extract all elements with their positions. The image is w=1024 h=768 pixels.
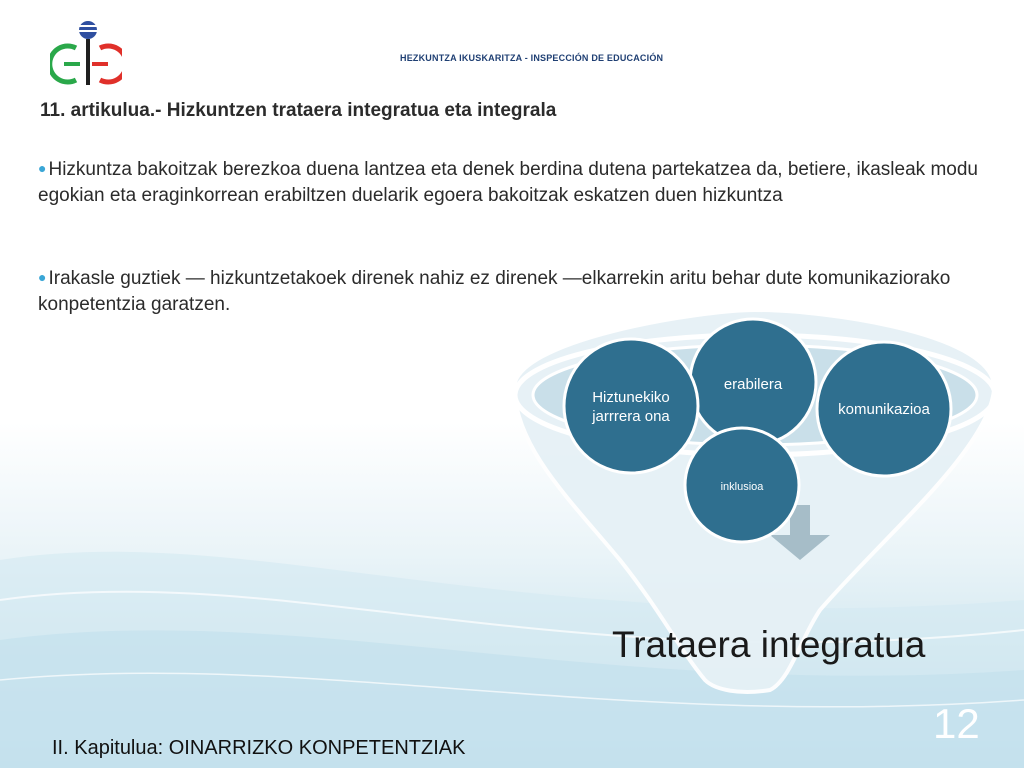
slide-heading: 11. artikulua.- Hizkuntzen trataera integratua eta integrala	[40, 100, 557, 121]
footer-chapter-title: II. Kapitulua: OINARRIZKO KONPETENTZIAK	[52, 737, 466, 759]
ikuskaritza-logo-icon	[50, 18, 122, 90]
circle-label-erabilera: erabilera	[723, 376, 783, 393]
circle-label-komunikazioa: komunikazioa	[838, 401, 930, 418]
circle-hiztunekiko	[564, 339, 698, 473]
bullet-paragraph-1	[38, 155, 988, 209]
diagram-label: Trataera integratua	[612, 624, 926, 665]
circle-label-hiztunekiko-1: Hiztunekiko	[592, 389, 670, 406]
page-number: 12	[933, 700, 980, 747]
paragraph-2-text: Irakasle guztiek — hizkuntzetakoek direnek nahiz ez direnek —elkarrekin aritu behar dute komunikaziorako konpetentzia garatzen.	[38, 268, 951, 315]
header-title: HEZKUNTZA IKUSKARITZA - INSPECCIÓN DE EDUCACIÓN	[400, 53, 664, 63]
bullet-icon: ●	[38, 160, 47, 176]
circle-label-inklusioa: inklusioa	[720, 481, 764, 493]
circle-label-hiztunekiko-2: jarrrera ona	[592, 408, 670, 425]
paragraph-1-text: Hizkuntza bakoitzak berezkoa duena lantzea eta denek berdina dutena partekatzea da, betiere, ikasleak modu egokian eta eraginkorrean erabiltzen duelarik egoera bakoitzak eskatzen duen hizkuntza	[38, 159, 978, 206]
bullet-icon: ●	[38, 269, 47, 285]
